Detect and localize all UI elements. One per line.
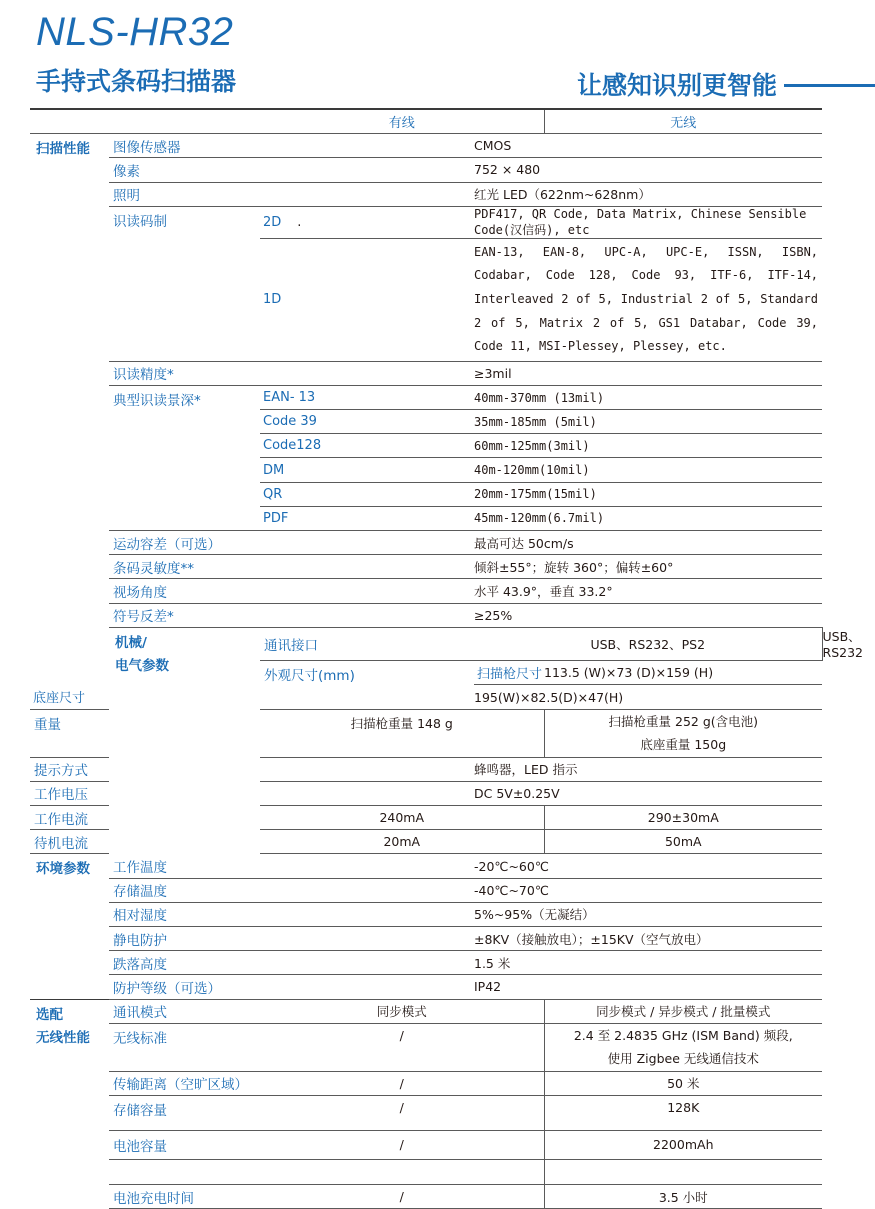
symbology-2d	[260, 206, 474, 238]
dof-value: 40m-120mm(10mil)	[474, 458, 822, 482]
spec-value: 倾斜±55°；旋转 360°；偏转±60°	[474, 555, 822, 579]
table-row	[30, 1023, 822, 1071]
table-row	[30, 951, 822, 975]
symbology-1d-label: 1D	[260, 238, 474, 361]
dof-value: 45mm-120mm(6.7mil)	[474, 506, 822, 530]
symbology-2d-label: 2D	[263, 214, 282, 230]
spec-name: 跌落高度	[109, 951, 260, 975]
spec-value-wired: USB、RS232、PS2	[474, 627, 822, 661]
spec-name: 传输距离（空旷区域）	[109, 1071, 260, 1095]
table-row	[30, 555, 822, 579]
category-env: 环境参数	[30, 854, 109, 999]
dimension-value: 113.5 (W)×73 (D)×159 (H)	[544, 661, 822, 685]
table-row	[30, 1130, 822, 1159]
category-mech-line1: 机械/	[115, 634, 147, 651]
weight-wireless-gun: 扫描枪重量 252 g(含电池)	[608, 714, 759, 730]
table-row	[30, 1071, 822, 1095]
model-title: NLS-HR32	[36, 10, 234, 54]
dof-code: PDF	[260, 506, 474, 530]
category-scan: 扫描性能	[30, 134, 109, 685]
table-row	[30, 531, 822, 555]
table-row	[30, 182, 822, 206]
spec-name: 典型识读景深*	[109, 385, 260, 530]
spec-value-wireless	[544, 709, 822, 757]
spec-value-wireless: 同步模式 / 异步模式 / 批量模式	[544, 999, 822, 1023]
spec-value-wireless	[544, 1023, 822, 1071]
slogan-rule	[784, 84, 875, 87]
table-row	[30, 603, 822, 627]
table-row	[30, 1184, 822, 1208]
symbology-2d-dot: .	[297, 214, 302, 230]
spec-name: 电池充电时间	[109, 1184, 260, 1208]
spec-value: 水平 43.9°，垂直 33.2°	[474, 579, 822, 603]
spec-name: 视场角度	[109, 579, 260, 603]
spec-name: 静电防护	[109, 926, 260, 950]
spec-name: 工作电流	[30, 806, 109, 830]
category-wireless	[30, 999, 109, 1209]
wireless-standard-line2: 使用 Zigbee 无线通信技术	[607, 1051, 759, 1067]
table-row	[30, 361, 822, 385]
category-wireless-line1: 选配	[36, 1006, 63, 1023]
spec-name: 图像传感器	[109, 134, 260, 158]
spec-name: 存储温度	[109, 878, 260, 902]
table-row	[30, 975, 822, 999]
spec-name: 工作温度	[109, 854, 260, 878]
spec-value-wired: 20mA	[260, 830, 544, 854]
spec-name: 待机电流	[30, 830, 109, 854]
spec-value-wired: 同步模式	[260, 999, 544, 1023]
spec-value-wireless: 50 米	[544, 1071, 822, 1095]
spec-name: 照明	[109, 182, 260, 206]
slogan: 让感知识别更智能	[576, 71, 777, 100]
spec-value-wired: 240mA	[260, 806, 544, 830]
spec-value: 5%~95%（无凝结）	[474, 902, 822, 926]
product-subtitle: 手持式条码扫描器	[36, 67, 237, 96]
dof-value: 40mm-370mm (13mil)	[474, 385, 822, 409]
spec-value: DC 5V±0.25V	[474, 781, 822, 805]
dimension-value: 195(W)×82.5(D)×47(H)	[474, 685, 822, 709]
table-row: 机械/ 电气参数 通讯接口 USB、RS232、PS2 USB、RS232	[30, 627, 822, 661]
spec-value-wired: 扫描枪重量 148 g	[260, 709, 544, 757]
wireless-standard-line1: 2.4 至 2.4835 GHz (ISM Band) 频段,	[573, 1028, 793, 1044]
table-row	[30, 579, 822, 603]
table-row	[30, 878, 822, 902]
spec-name: 无线标准	[109, 1023, 260, 1071]
table-row	[30, 1095, 822, 1130]
table-row	[30, 854, 822, 878]
spec-name: 相对湿度	[109, 902, 260, 926]
category-mech-line2: 电气参数	[115, 657, 169, 674]
table-row	[30, 206, 822, 238]
table-row	[30, 1159, 822, 1184]
spec-name: 识读精度*	[109, 361, 260, 385]
table-row	[30, 902, 822, 926]
spec-name: 电池容量	[109, 1130, 260, 1159]
spec-name: 通讯接口	[260, 627, 474, 661]
dimension-label: 底座尺寸	[30, 685, 109, 709]
spec-name: 通讯模式	[109, 999, 260, 1023]
spec-value: ±8KV（接触放电）；±15KV（空气放电）	[474, 926, 822, 950]
spec-name: 识读码制	[109, 206, 260, 361]
spec-name: 运动容差（可选）	[109, 531, 260, 555]
dof-code: Code 39	[260, 410, 474, 434]
spec-value-wired: /	[260, 1130, 544, 1159]
category-wireless-line2: 无线性能	[36, 1029, 90, 1046]
header-wireless: 无线	[544, 109, 822, 134]
symbology-2d-value: PDF417, QR Code, Data Matrix, Chinese Sensible Code(汉信码), etc	[474, 206, 822, 238]
spec-value: 1.5 米	[474, 951, 822, 975]
dof-value: 20mm-175mm(15mil)	[474, 482, 822, 506]
table-row	[30, 385, 822, 409]
table-row	[30, 926, 822, 950]
category-mech	[109, 627, 260, 854]
spec-value-wired: /	[260, 1023, 544, 1071]
spec-name: 工作电压	[30, 781, 109, 805]
spec-value: 蜂鸣器，LED 指示	[474, 757, 822, 781]
spec-name: 防护等级（可选）	[109, 975, 260, 999]
dof-code: EAN- 13	[260, 385, 474, 409]
spec-value-wireless: 50mA	[544, 830, 822, 854]
dof-code: DM	[260, 458, 474, 482]
dof-code: QR	[260, 482, 474, 506]
spec-name: 条码灵敏度**	[109, 555, 260, 579]
spec-value-wireless: 2200mAh	[544, 1130, 822, 1159]
spec-name: 外观尺寸(mm)	[260, 661, 474, 709]
spec-value: -40℃~70℃	[474, 878, 822, 902]
weight-wireless-base: 底座重量 150g	[640, 737, 727, 753]
spec-value: 752 × 480	[474, 158, 822, 182]
table-row	[30, 999, 822, 1023]
spec-value-wired: /	[260, 1184, 544, 1208]
dof-value: 60mm-125mm(3mil)	[474, 434, 822, 458]
table-header-row	[30, 109, 822, 134]
spec-value-wireless: 128K	[544, 1095, 822, 1130]
spec-value: -20℃~60℃	[474, 854, 822, 878]
spec-value: CMOS	[474, 134, 822, 158]
spec-value-wireless: 290±30mA	[544, 806, 822, 830]
header-wired: 有线	[260, 109, 544, 134]
symbology-1d-value: EAN-13, EAN-8, UPC-A, UPC-E, ISSN, ISBN, Codabar, Code 128, Code 93, ITF-6, ITF-14, Interleaved 2 of 5, Industrial 2 of 5, Standard 2 of 5, Matrix 2 of 5, GS1 Databar, Code 39, Code 11, MSI-Plessey, Plessey, etc.	[474, 244, 819, 354]
spec-name: 重量	[30, 709, 109, 757]
spec-value: ≥25%	[474, 603, 822, 627]
dof-value: 35mm-185mm (5mil)	[474, 410, 822, 434]
table-row	[30, 134, 822, 158]
spec-name: 存储容量	[109, 1095, 260, 1130]
spec-table	[30, 108, 863, 1209]
spec-value: ≥3mil	[474, 361, 822, 385]
spec-name: 像素	[109, 158, 260, 182]
spec-value-wired: /	[260, 1071, 544, 1095]
spec-name: 符号反差*	[109, 603, 260, 627]
spec-value-wired: /	[260, 1095, 544, 1130]
dimension-label: 扫描枪尺寸	[474, 661, 544, 685]
spec-name: 提示方式	[30, 757, 109, 781]
spec-value-wireless: 3.5 小时	[544, 1184, 822, 1208]
spec-value: 最高可达 50cm/s	[474, 531, 822, 555]
table-row	[30, 158, 822, 182]
spec-value: IP42	[474, 975, 822, 999]
dof-code: Code128	[260, 434, 474, 458]
spec-value: 红光 LED（622nm~628nm）	[474, 182, 822, 206]
